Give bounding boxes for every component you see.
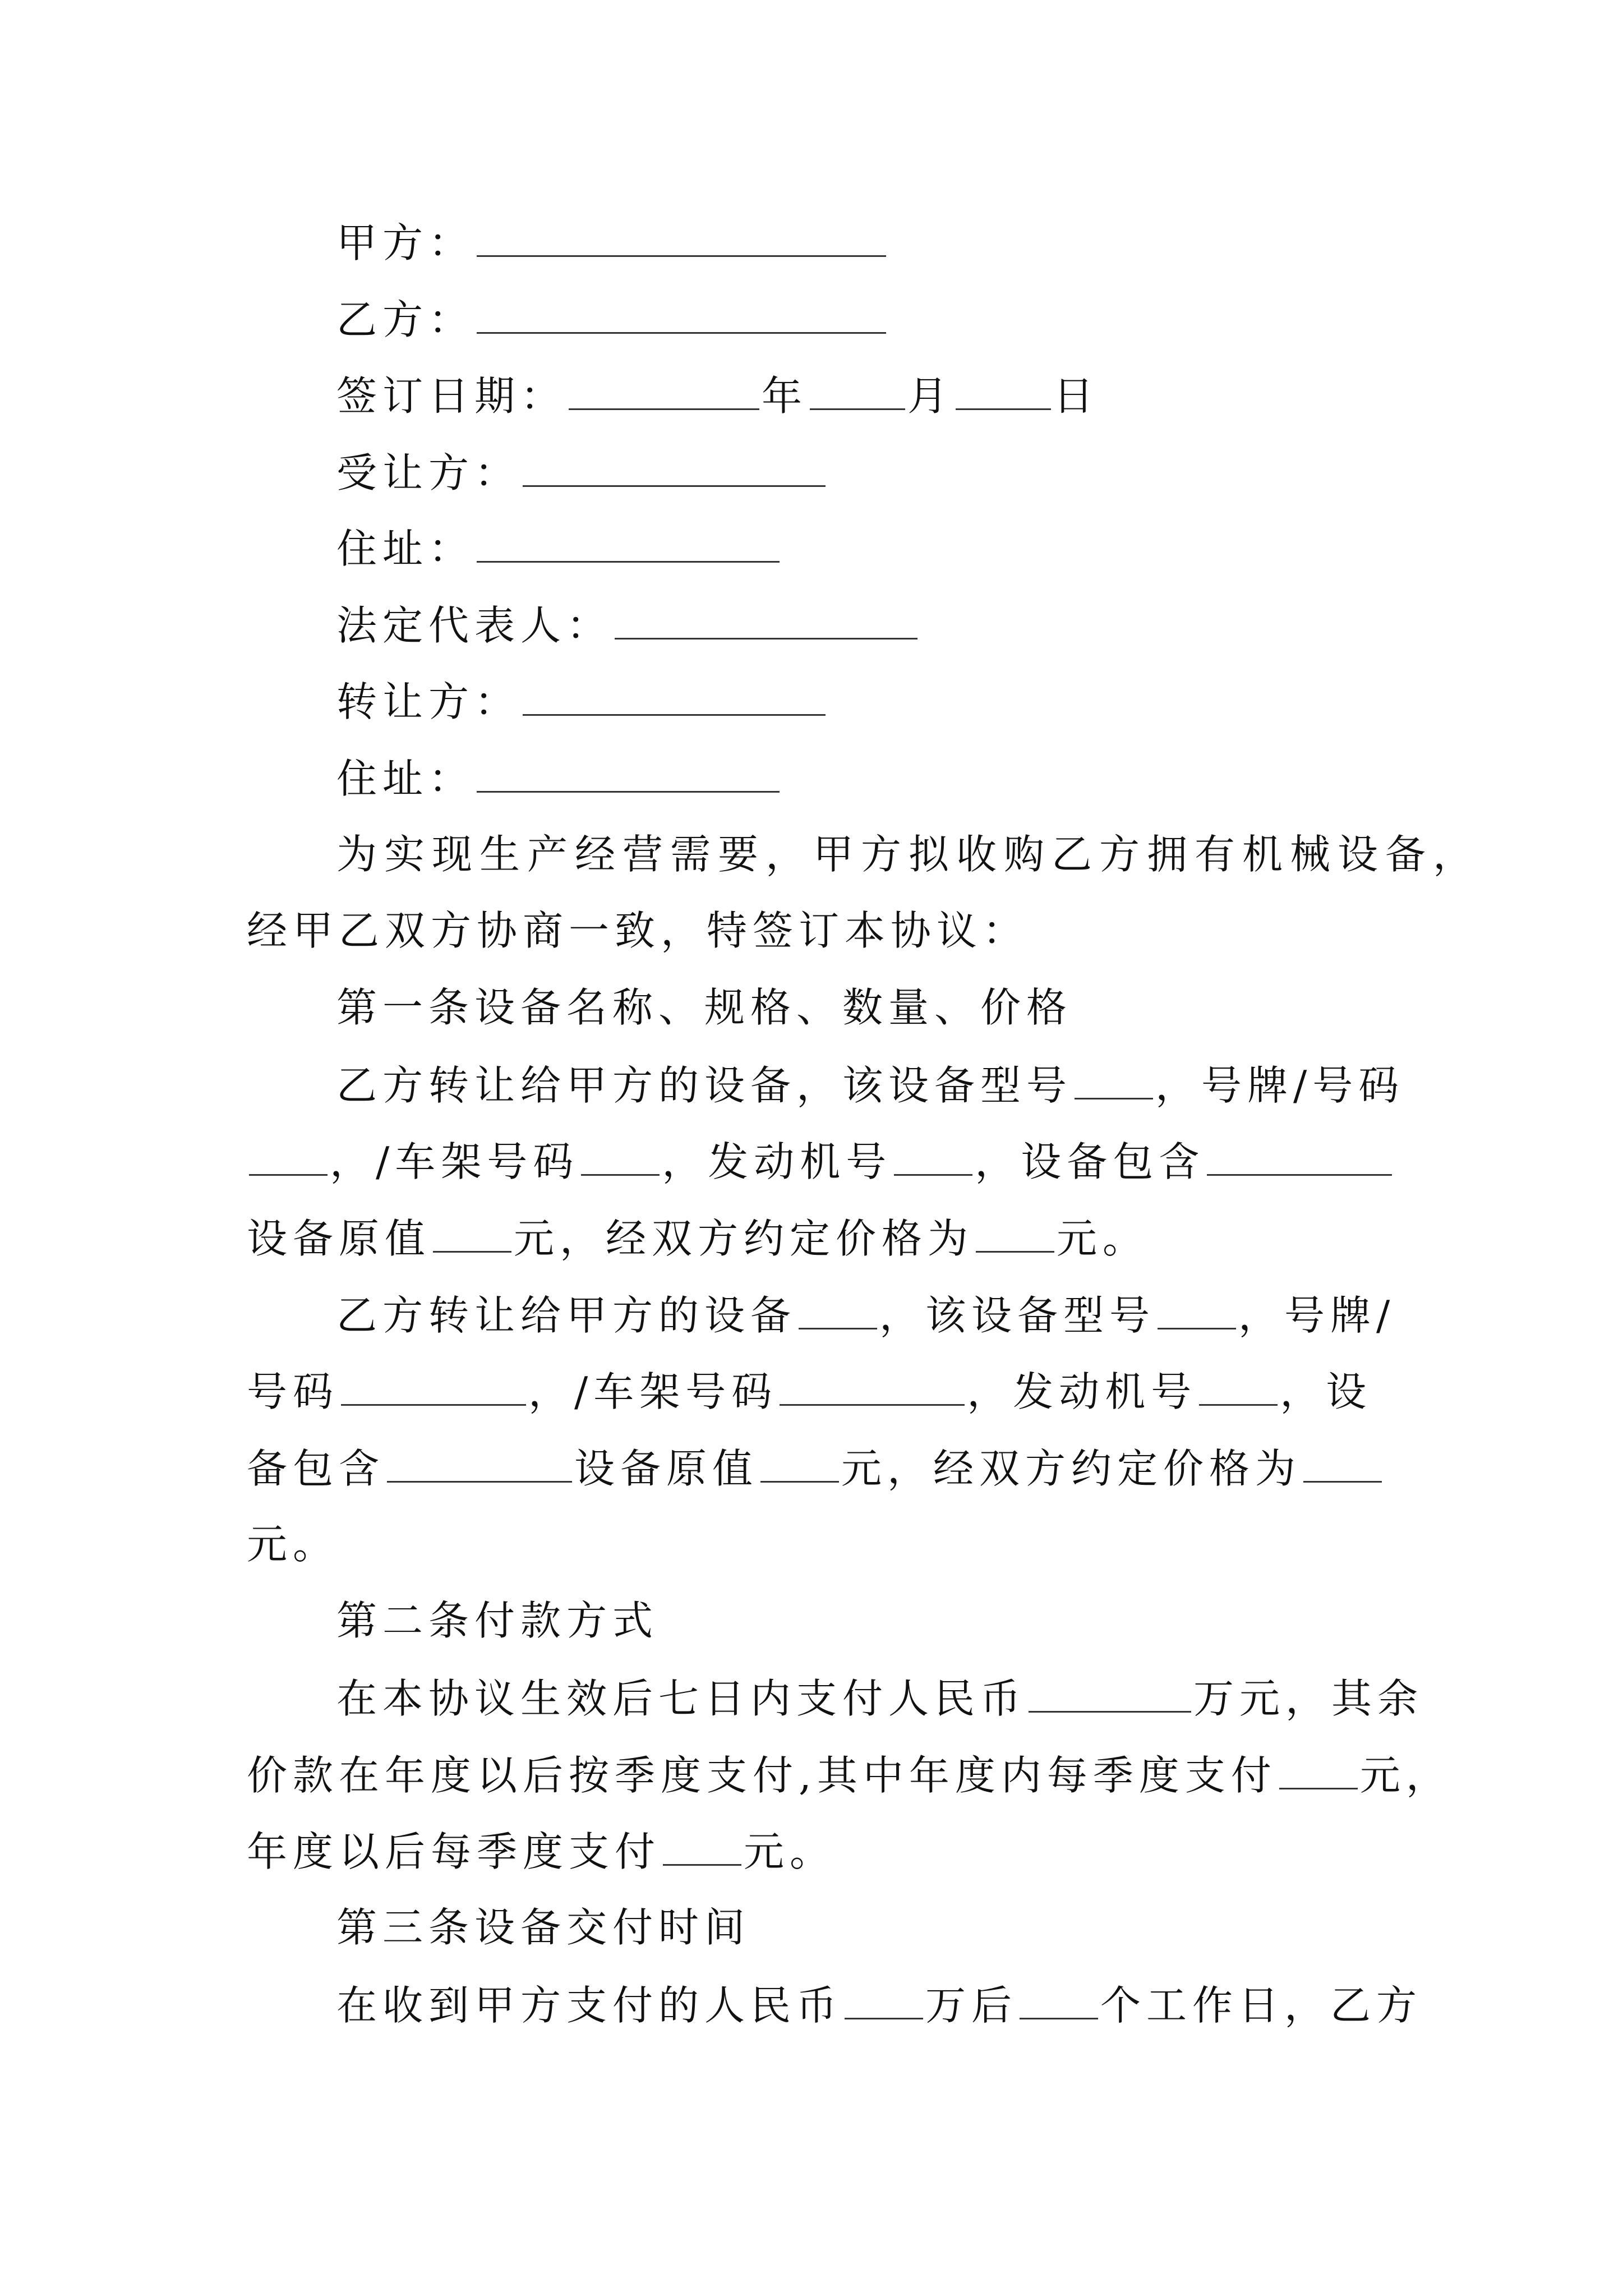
- plate2-blank: [341, 1370, 526, 1406]
- article1-title-text: 第一条设备名称、规格、数量、价格: [336, 984, 1073, 1031]
- article1-p2-line3: [247, 1445, 1391, 1492]
- a2-text-d: 元，: [1359, 1752, 1452, 1799]
- party-a-label: 甲方：: [336, 219, 475, 266]
- model-blank: [1075, 1064, 1153, 1099]
- a3-text-b: 万后: [925, 1982, 1018, 2029]
- a1p2-text-f: ，发动机号: [967, 1368, 1197, 1415]
- original-value2-blank: [760, 1447, 839, 1483]
- month-label: 月: [907, 372, 954, 420]
- a1p2-text-e: ，/车架号码: [528, 1368, 778, 1415]
- year-blank: [569, 375, 759, 410]
- day-label: 日: [1053, 372, 1100, 420]
- a1p1-text-g: 元，经双方约定价格为: [514, 1215, 974, 1262]
- transferor-label: 转让方：: [336, 678, 521, 725]
- a1p1-text-h: 元。: [1057, 1215, 1149, 1262]
- intro-text-1: 为实现生产经营需要，甲方拟收购乙方拥有机械设备，: [336, 831, 1481, 878]
- sign-date-field: [336, 372, 1391, 420]
- article1-p2-line1: [336, 1292, 1396, 1339]
- contents2-blank: [387, 1447, 572, 1483]
- article1-p2-line2: [247, 1368, 1391, 1415]
- legal-rep-blank: [615, 604, 917, 639]
- a1p1-text-c: ，/车架号码: [330, 1138, 579, 1185]
- engine-blank: [894, 1140, 972, 1176]
- a1p1-text-e: ，设备包含: [975, 1138, 1205, 1185]
- article2-title-text: 第二条付款方式: [336, 1597, 659, 1644]
- address1-label: 住址：: [336, 525, 475, 572]
- a1p2-text-k: 元。: [247, 1521, 339, 1568]
- plate-blank: [249, 1140, 328, 1176]
- a3-text-a: 在收到甲方支付的人民币: [336, 1982, 843, 2029]
- transferee-blank: [523, 452, 826, 487]
- engine2-blank: [1199, 1370, 1278, 1406]
- a2-text-a: 在本协议生效后七日内支付人民币: [336, 1675, 1027, 1722]
- a1p2-text-h: 备包含: [247, 1445, 385, 1492]
- intro-line-1: [336, 831, 1481, 878]
- article3-line1: [336, 1982, 1423, 2029]
- transferee-field: [336, 449, 1391, 496]
- intro-line-2: [247, 907, 1391, 954]
- a1p2-text-j: 元，经双方约定价格为: [841, 1445, 1302, 1492]
- a2-text-b: 万元，其余: [1193, 1675, 1424, 1722]
- party-b-field: [336, 296, 1391, 343]
- frame-blank: [581, 1140, 660, 1176]
- transferor-blank: [523, 680, 826, 716]
- device2-blank: [799, 1294, 877, 1329]
- article1-p1-line3: [247, 1215, 1391, 1262]
- a1p2-text-c: ，号牌/: [1238, 1292, 1396, 1339]
- a1p2-text-a: 乙方转让给甲方的设备: [336, 1292, 797, 1339]
- a1p2-text-i: 设备原值: [574, 1445, 759, 1492]
- original-value-blank: [433, 1217, 511, 1253]
- a1p1-text-d: ，发动机号: [662, 1138, 892, 1185]
- quarterly-payment-blank: [1279, 1754, 1358, 1789]
- party-a-field: [336, 219, 1391, 266]
- article1-p2-line4: [247, 1521, 1391, 1568]
- contents-blank: [1207, 1140, 1392, 1176]
- a2-text-e: 年度以后每季度支付: [247, 1828, 661, 1875]
- article3-title-text: 第三条设备交付时间: [336, 1904, 751, 1951]
- year-label: 年: [762, 372, 808, 420]
- address1-field: [336, 525, 1391, 572]
- a1p2-text-g: ，设: [1280, 1368, 1372, 1415]
- transferor-field: [336, 678, 1391, 725]
- later-quarterly-blank: [663, 1830, 741, 1866]
- transferee-label: 受让方：: [336, 449, 521, 496]
- a2-text-f: 元。: [744, 1828, 836, 1875]
- article2-line2: [247, 1752, 1452, 1799]
- amount-received-blank: [845, 1984, 923, 2019]
- address2-field: [336, 755, 1391, 802]
- a1p1-text-b: ，号牌/号码: [1155, 1062, 1405, 1109]
- a1p1-text-a: 乙方转让给甲方的设备，该设备型号: [336, 1062, 1073, 1109]
- intro-text-2: 经甲乙双方协商一致，特签订本协议：: [247, 907, 1029, 954]
- agreed-price-blank: [976, 1217, 1054, 1253]
- party-b-label: 乙方：: [336, 296, 475, 343]
- article2-line3: [247, 1828, 1391, 1875]
- agreed-price2-blank: [1303, 1447, 1382, 1483]
- address2-label: 住址：: [336, 755, 475, 802]
- a2-text-c: 价款在年度以后按季度支付,其中年度内每季度支付: [247, 1752, 1277, 1799]
- a1p2-text-b: ，该设备型号: [879, 1292, 1156, 1339]
- a3-text-c: 个工作日，乙方: [1100, 1982, 1423, 2029]
- sign-date-label: 签订日期：: [336, 372, 567, 420]
- frame2-blank: [780, 1370, 965, 1406]
- month-blank: [810, 375, 905, 410]
- article1-title: [336, 984, 1391, 1031]
- legal-rep-label: 法定代表人：: [336, 602, 613, 649]
- article2-title: [336, 1597, 1391, 1644]
- article2-line1: [336, 1675, 1424, 1722]
- article1-p1-line1: [336, 1062, 1405, 1109]
- address1-blank: [477, 527, 780, 563]
- day-blank: [956, 375, 1051, 410]
- article3-title: [336, 1904, 1391, 1951]
- model2-blank: [1158, 1294, 1236, 1329]
- address2-blank: [477, 757, 780, 793]
- party-b-blank: [477, 298, 886, 334]
- a1p1-text-f: 设备原值: [247, 1215, 431, 1262]
- legal-rep-field: [336, 602, 1391, 649]
- party-a-blank: [477, 222, 886, 257]
- article1-p1-line2: [247, 1138, 1391, 1185]
- a1p2-text-d: 号码: [247, 1368, 339, 1415]
- working-days-blank: [1020, 1984, 1098, 2019]
- first-payment-blank: [1029, 1677, 1191, 1713]
